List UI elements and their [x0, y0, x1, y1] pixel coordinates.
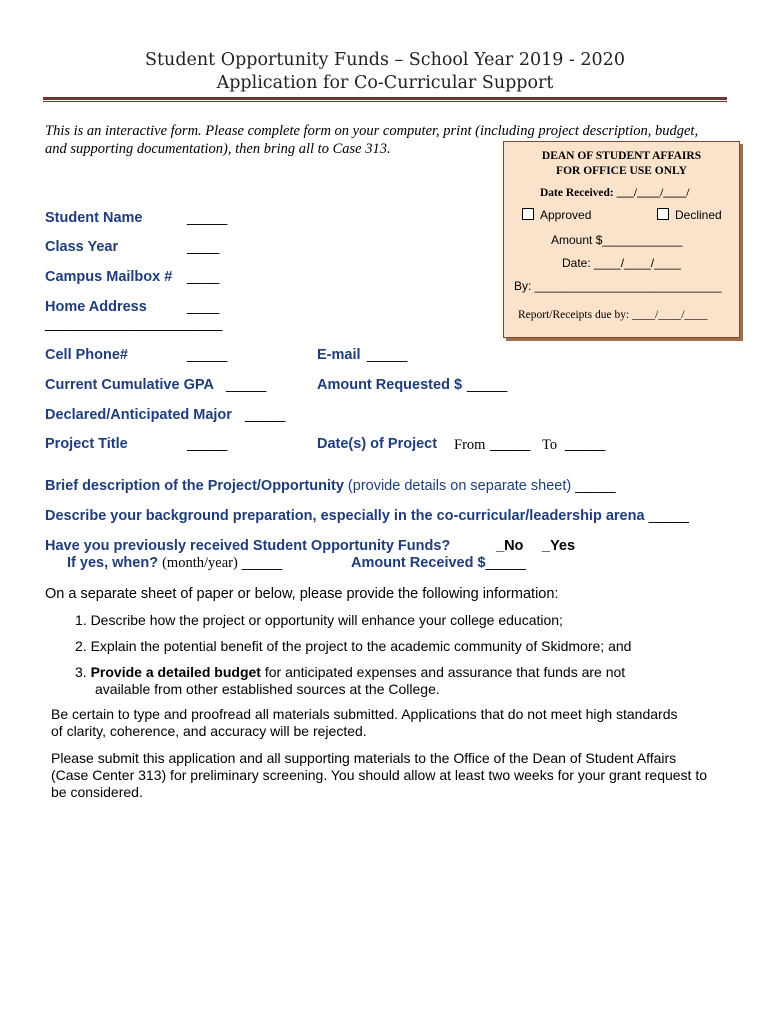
instruction-item-3-line2: available from other established sources at the College. — [95, 681, 440, 697]
campus-mailbox-label: Campus Mailbox # — [45, 269, 173, 285]
brief-description-row — [45, 478, 616, 494]
title-rule-thin — [43, 101, 727, 102]
instructions-intro: On a separate sheet of paper or below, please provide the following information: — [45, 586, 559, 602]
submit-note: Please submit this application and all supporting materials to the Office of the Dean of Student Affairs (Case Center 313) for preliminary screening. You should allow at least two weeks for your grant request to be considered. — [51, 750, 708, 800]
student-name-field[interactable]: _____ — [187, 210, 228, 226]
title-rule — [43, 97, 727, 100]
if-yes-label: If yes, when? — [67, 555, 159, 571]
date-received: Date Received: ___/____/____/ — [540, 187, 690, 199]
approved-checkbox[interactable] — [522, 208, 591, 222]
approved-label: Approved — [540, 208, 592, 222]
item-3-bold: Provide a detailed budget — [90, 664, 261, 680]
amount-requested-field[interactable]: _____ — [467, 377, 508, 393]
declined-checkbox[interactable] — [657, 208, 722, 222]
amount-received-field[interactable]: _____ — [485, 555, 526, 571]
declined-label: Declined — [675, 208, 722, 222]
to-field[interactable]: _____ — [565, 436, 606, 452]
instruction-item-2: 2. Explain the potential benefit of the project to the academic community of Skidmore; and — [75, 638, 632, 654]
amount-requested-label: Amount Requested $ — [317, 377, 463, 393]
brief-description-note: (provide details on separate sheet) — [347, 478, 572, 494]
report-due: Report/Receipts due by: ____/____/____ — [518, 309, 708, 321]
page-title: Student Opportunity Funds – School Year 2019 - 2020 — [145, 50, 625, 70]
project-title-label: Project Title — [45, 436, 128, 452]
email-label: E-mail — [317, 347, 361, 363]
gpa-field[interactable]: _____ — [226, 377, 267, 393]
office-by: By: ____________________________ — [514, 279, 722, 293]
office-use-box — [503, 141, 740, 338]
amount-received-row — [351, 555, 526, 571]
home-address-label: Home Address — [45, 299, 147, 315]
proofread-note: Be certain to type and proofread all materials submitted. Applications that do not meet high standards of clarity, coherence, and accuracy will be rejected. — [51, 706, 678, 739]
office-heading-1: DEAN OF STUDENT AFFAIRS — [541, 150, 702, 162]
previous-funds-question: Have you previously received Student Opportunity Funds? — [45, 538, 451, 554]
to-label: To — [542, 437, 558, 453]
from-label: From — [454, 437, 486, 453]
major-label: Declared/Anticipated Major — [45, 407, 232, 423]
email-field[interactable]: _____ — [367, 347, 408, 363]
background-row — [45, 508, 689, 524]
class-year-field[interactable]: ____ — [187, 239, 220, 255]
intro-text: This is an interactive form. Please complete form on your computer, print (including project description, budget, and supporting documentation), then bring all to Case 313. — [45, 123, 699, 157]
office-amount: Amount $____________ — [551, 233, 683, 247]
campus-mailbox-field[interactable]: ____ — [187, 269, 220, 285]
brief-description-label: Brief description of the Project/Opportunity — [45, 478, 344, 494]
cell-phone-label: Cell Phone# — [45, 347, 128, 363]
from-field[interactable]: _____ — [490, 436, 531, 452]
when-field[interactable]: _____ — [241, 555, 283, 571]
class-year-label: Class Year — [45, 239, 119, 255]
page-subtitle: Application for Co-Curricular Support — [216, 73, 554, 93]
home-address-line[interactable]: ______________________ — [45, 316, 223, 332]
office-date: Date: ____/____/____ — [562, 256, 681, 270]
amount-received-label: Amount Received $ — [351, 555, 486, 571]
checkbox-icon — [657, 208, 669, 220]
instruction-item-1: 1. Describe how the project or opportunity will enhance your college education; — [75, 612, 563, 628]
previous-yes-option[interactable]: _Yes — [542, 538, 576, 554]
gpa-label: Current Cumulative GPA — [45, 377, 214, 393]
item-3-text: for anticipated expenses and assurance that funds are not — [264, 664, 626, 680]
project-dates-label: Date(s) of Project — [317, 436, 438, 452]
project-title-field[interactable]: _____ — [187, 436, 228, 452]
brief-description-field[interactable]: _____ — [575, 478, 616, 494]
background-field[interactable]: _____ — [648, 508, 689, 524]
home-address-field[interactable]: ____ — [187, 299, 220, 315]
if-yes-row — [67, 555, 282, 572]
instruction-item-3 — [75, 664, 625, 680]
month-year-label: (month/year) — [162, 555, 238, 571]
cell-phone-field[interactable]: _____ — [187, 347, 228, 363]
major-field[interactable]: _____ — [245, 407, 286, 423]
item-3-number: 3. — [75, 664, 87, 680]
checkbox-icon — [522, 208, 534, 220]
student-name-label: Student Name — [45, 210, 143, 226]
background-label: Describe your background preparation, especially in the co-curricular/leadership arena — [45, 508, 645, 524]
previous-no-option[interactable]: _No — [496, 538, 524, 554]
office-heading-2: FOR OFFICE USE ONLY — [556, 165, 687, 177]
